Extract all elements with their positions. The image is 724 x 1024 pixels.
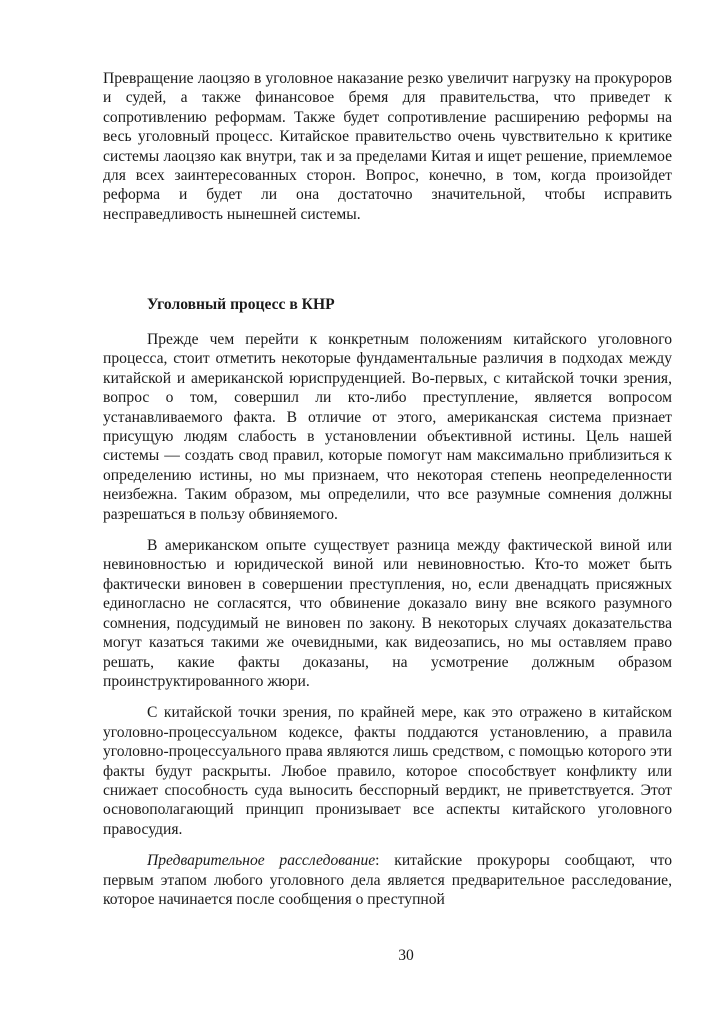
paragraph-lead-in: Предварительное расследование xyxy=(147,852,376,870)
intro-section xyxy=(103,69,672,224)
body-paragraph-last xyxy=(103,851,672,909)
section-heading: Уголовный процесс в КНР xyxy=(147,296,335,313)
body-paragraph: С китайской точки зрения, по крайней мере, как это отражено в китайском уголовно-процессуальном кодексе, факты поддаются установлению, а правила уголовно-процессуального права являются лишь средством, с помощью которого эти факты будут раскрыты. Любое правило, которое способствует конфликту или снижает способность суда выносить бесспорный вердикт, не приветствуется. Этот основополагающий принцип пронизывает все аспекты китайского уголовного правосудия. xyxy=(103,704,672,838)
section-body xyxy=(103,330,672,909)
body-paragraph: Прежде чем перейти к конкретным положениям китайского уголовного процесса, стоит отметить некоторые фундаментальные различия в подходах между китайской и американской юриспруденцией. Во-первых, с китайской точки зрения, вопрос о том, совершил ли кто-либо преступление, является вопросом устанавливаемого факта. В отличие от этого, американская система признает присущую людям слабость в установлении объективной истины. Цель нашей системы — создать свод правил, которые помогут нам максимально приблизиться к определению истины, но мы признаем, что некоторая степень неопределенности неизбежна. Таким образом, мы определили, что все разумные сомнения должны разрешаться в пользу обвиняемого. xyxy=(103,331,672,523)
paragraph-text: : китайские прокуроры сообщают, что первым этапом любого уголовного дела является предварительное расследование, которое начинается после сообщения о преступной xyxy=(103,852,672,908)
intro-paragraph: Превращение лаоцзяо в уголовное наказание резко увеличит нагрузку на прокуроров и судей, а также финансовое бремя для правительства, что приведет к сопротивлению реформам. Также будет сопротивление расширению реформы на весь уголовный процесс. Китайское правительство очень чувствительно к критике системы лаоцзяо как внутри, так и за пределами Китая и ищет решение, приемлемое для всех заинтересованных сторон. Вопрос, конечно, в том, когда произойдет реформа и будет ли она достаточно значительной, чтобы исправить несправедливость нынешней системы. xyxy=(103,70,672,223)
body-paragraph: В американском опыте существует разница между фактической виной или невиновностью и юридической виной или невиновностью. Кто-то может быть фактически виновен в совершении преступления, но, если двенадцать присяжных единогласно не согласятся, что обвинение доказало вину вне всякого разумного сомнения, подсудимый не виновен по закону. В некоторых случаях доказательства могут казаться такими же очевидными, как видеозапись, но мы оставляем право решать, какие факты доказаны, на усмотрение должным образом проинструктированного жюри. xyxy=(103,537,672,690)
page-number: 30 xyxy=(398,947,414,964)
